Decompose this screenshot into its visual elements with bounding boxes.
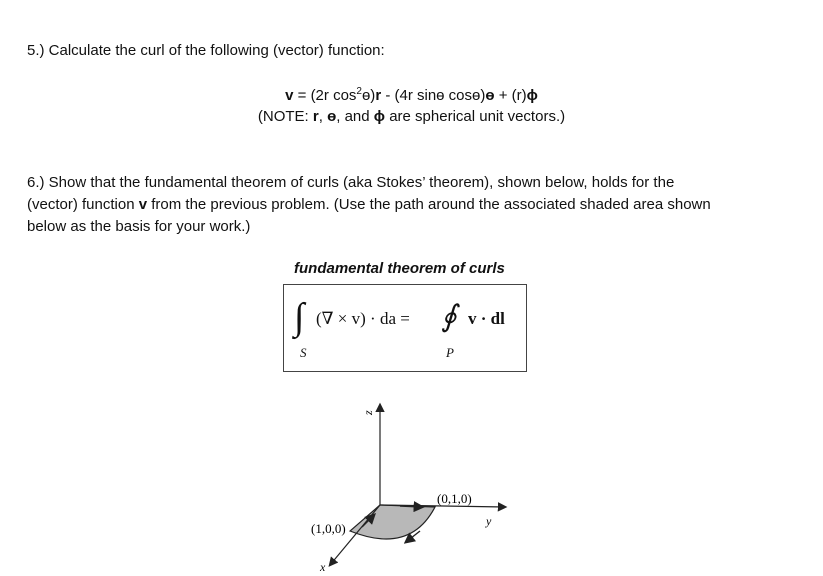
line2-b: from the previous problem. (Use the path around the associated shaded area shown — [147, 196, 711, 213]
eq-part-3: - (4r sinɵ cosɵ) — [381, 87, 486, 104]
eq-part-1: = (2r cos — [293, 87, 357, 104]
curl-flux-expression: (∇ × v) · da = — [316, 309, 410, 328]
shaded-region-figure — [300, 395, 520, 575]
theorem-title: fundamental theorem of curls — [294, 260, 505, 277]
path-subscript: P — [446, 345, 454, 360]
eq-part-4: + (r) — [494, 87, 527, 104]
theorem-box — [283, 284, 527, 372]
point-100-label: (1,0,0) — [311, 521, 346, 536]
vector-function-equation — [0, 86, 823, 104]
point-010-label: (0,1,0) — [437, 491, 472, 506]
note-open: (NOTE: — [257, 108, 313, 125]
line2-v: v — [138, 196, 148, 213]
problem-6-prompt — [27, 172, 711, 238]
eq-theta-unit: ɵ — [485, 87, 495, 104]
eq-part-2: ɵ) — [361, 87, 376, 104]
contour-integral-sign: ∮ — [441, 300, 457, 333]
line2-a: (vector) function — [27, 196, 139, 213]
path-arrow-outward — [400, 506, 422, 507]
problem-5-prompt — [27, 40, 385, 62]
note-tail: are spherical unit vectors.) — [385, 108, 566, 125]
note-comma: , — [318, 108, 328, 125]
eq-phi-unit: ϕ — [526, 87, 538, 104]
integral-sign: ∫ — [294, 296, 305, 338]
note-and: , and — [336, 108, 374, 125]
problem-6-line-1: 6.) Show that the fundamental theorem of curls (aka Stokes’ theorem), shown below, holds for the — [27, 174, 675, 191]
note-theta: ɵ — [327, 108, 337, 125]
eq-superscript: 2 — [356, 86, 362, 97]
y-axis-label: y — [486, 514, 492, 528]
problem-6-line-2 — [27, 194, 711, 216]
line-integral-expression: v · dl — [468, 309, 505, 328]
eq-r-unit: r — [375, 87, 382, 104]
note-phi: ϕ — [373, 108, 386, 125]
spherical-note — [0, 108, 823, 125]
surface-subscript: S — [300, 345, 307, 360]
shaded-area — [350, 505, 435, 539]
x-axis-label: x — [320, 560, 326, 574]
note-r: r — [312, 108, 319, 125]
problem-6-line-3: below as the basis for your work.) — [27, 218, 251, 235]
eq-v-symbol: v — [285, 87, 294, 104]
problem-5-title: 5.) Calculate the curl of the following (vector) function: — [27, 42, 385, 59]
z-axis-label: z — [361, 410, 375, 415]
